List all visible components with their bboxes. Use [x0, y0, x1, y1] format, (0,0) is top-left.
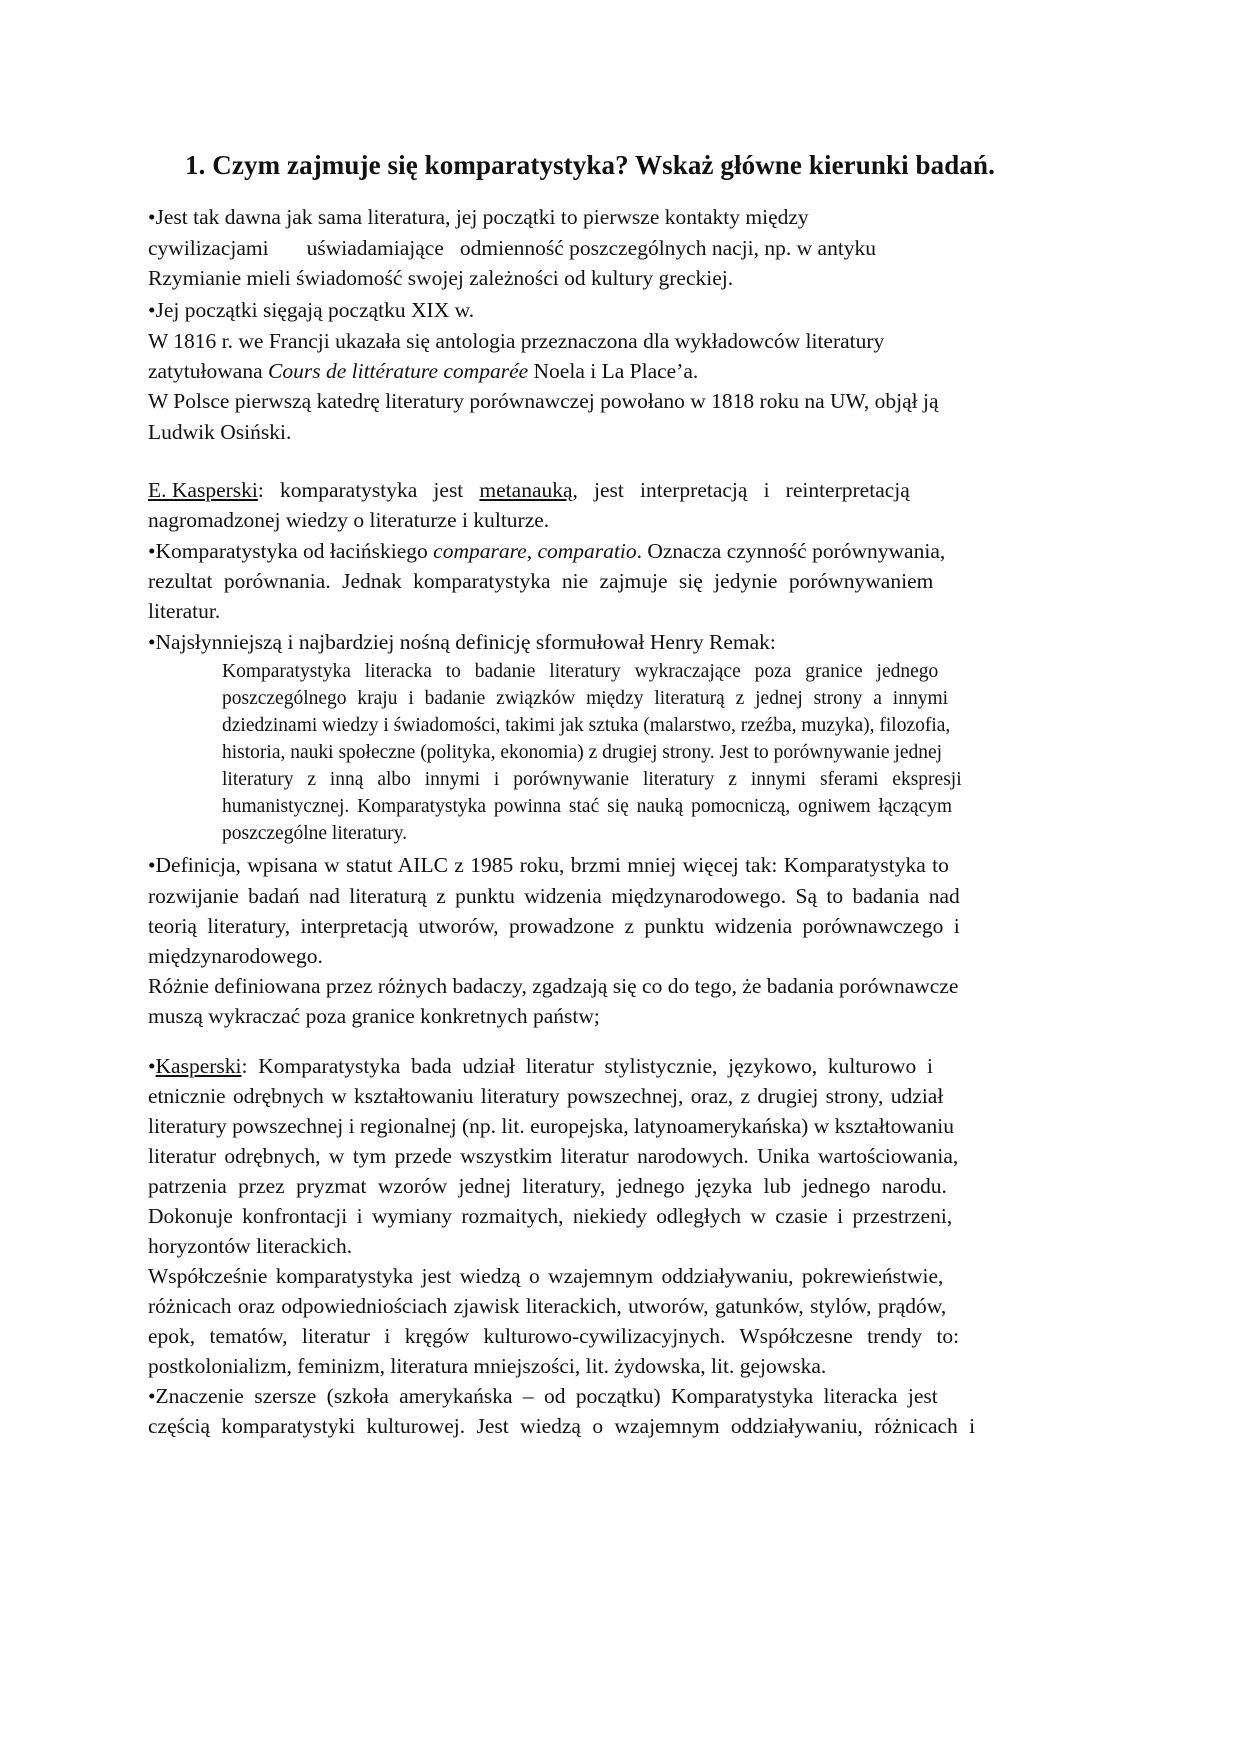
- p1-line-1: •Jest tak dawna jak sama literatura, jej początki to pierwsze kontakty między: [148, 205, 809, 229]
- p4-line-13: częścią komparatystyki kulturowej. Jest wiedzą o wzajemnym oddziaływaniu, różnicach i: [148, 1414, 976, 1438]
- quote-line-3: dziedzinami wiedzy i świadomości, takimi jak sztuka (malarstwo, rzeźba, muzyka), filozofia,: [222, 715, 951, 736]
- p4-line-12: •Znaczenie szersze (szkoła amerykańska – od początku) Komparatystyka literacka jest: [148, 1384, 938, 1408]
- author-kasperski-1: E. Kasperski: [148, 478, 258, 502]
- quote-line-1: Komparatystyka literacka to badanie literatury wykraczające poza granice jednego: [222, 661, 939, 682]
- quote-line-2: poszczególnego kraju i badanie związków między literaturą z jednej strony a innymi: [222, 688, 949, 709]
- p4-line-1: [148, 1056, 933, 1078]
- p1-line-5: W 1816 r. we Francji ukazała się antologia przeznaczona dla wykładowców literatury: [148, 329, 885, 353]
- p4-line-6: Dokonuje konfrontacji i wymiany rozmaitych, niekiedy odległych w czasie i przestrzeni,: [148, 1204, 953, 1228]
- p4-line-8: Współcześnie komparatystyka jest wiedzą o wzajemnym oddziaływaniu, pokrewieństwie,: [148, 1264, 944, 1288]
- p4-line-3: literatury powszechnej i regionalnej (np. lit. europejska, latynoamerykańska) w kształtowaniu: [148, 1114, 954, 1138]
- page-title: 1. Czym zajmuje się komparatystyka? Wskaż główne kierunki badań.: [185, 150, 995, 180]
- p4-line-10: epok, tematów, literatur i kręgów kulturowo-cywilizacyjnych. Współczesne trendy to:: [148, 1324, 960, 1348]
- p1-line-2-a: cywilizacjami: [148, 236, 269, 260]
- p3-line-5: Różnie definiowana przez różnych badaczy, zgadzają się co do tego, że badania porównawcze: [148, 974, 959, 998]
- p4-line-7: horyzontów literackich.: [148, 1234, 353, 1258]
- p4-line-9: różnicach oraz odpowiedniościach zjawisk literackich, utworów, gatunków, stylów, prądów,: [148, 1294, 947, 1318]
- p2-line-2: nagromadzonej wiedzy o literaturze i kulturze.: [148, 508, 550, 532]
- p1-line-2-b: uświadamiające: [306, 236, 444, 260]
- p2-line-1: [148, 480, 910, 502]
- p2-line-1-c: , jest interpretacją i reinterpretacją: [572, 478, 910, 502]
- p3-line-1: •Definicja, wpisana w statut AILC z 1985 roku, brzmi mniej więcej tak: Komparatystyka to: [148, 853, 949, 877]
- p2-line-3-c: . Oznacza czynność porównywania,: [636, 539, 946, 563]
- quote-line-7: poszczególne literatury.: [222, 823, 407, 844]
- p2-line-6: •Najsłynniejszą i najbardziej nośną definicję sformułował Henry Remak:: [148, 630, 776, 654]
- p2-line-1-a: : komparatystyka jest: [257, 478, 480, 502]
- book-title: Cours de littérature comparée: [268, 359, 529, 383]
- p2-line-5: literatur.: [148, 599, 221, 623]
- p3-line-2: rozwijanie badań nad literaturą z punktu widzenia międzynarodowego. Są to badania nad: [148, 884, 960, 908]
- p4-line-5: patrzenia przez pryzmat wzorów jednej literatury, jednego języka lub jednego narodu.: [148, 1174, 947, 1198]
- p1-line-2: [148, 238, 876, 260]
- p2-line-4: rezultat porównania. Jednak komparatystyka nie zajmuje się jedynie porównywaniem: [148, 569, 934, 593]
- quote-line-4: historia, nauki społeczne (polityka, ekonomia) z drugiej strony. Jest to porównywanie jednej: [222, 742, 943, 763]
- p1-line-6-c: Noela i La Place’a.: [528, 359, 699, 383]
- p1-line-3: Rzymianie mieli świadomość swojej zależności od kultury greckiej.: [148, 266, 734, 290]
- p2-line-3: [148, 541, 945, 563]
- p4-line-2: etnicznie odrębnych w kształtowaniu literatury powszechnej, oraz, z drugiej strony, udział: [148, 1084, 944, 1108]
- author-kasperski-2: Kasperski: [155, 1054, 242, 1078]
- quote-line-6: humanistycznej. Komparatystyka powinna stać się nauką pomocniczą, ogniwem łączącym: [222, 796, 953, 817]
- p3-line-6: muszą wykraczać poza granice konkretnych państw;: [148, 1004, 600, 1028]
- bullet: •: [148, 1054, 156, 1078]
- p1-line-2-c: odmienność poszczególnych nacji, np. w antyku: [459, 236, 877, 260]
- p1-line-6-a: zatytułowana: [148, 359, 268, 383]
- p3-line-4: międzynarodowego.: [148, 944, 323, 968]
- latin-terms: comparare, comparatio: [433, 539, 637, 563]
- p4-line-1-rest: : Komparatystyka bada udział literatur stylistycznie, językowo, kulturowo i: [241, 1054, 933, 1078]
- p3-line-3: teorią literatury, interpretacją utworów, prowadzone z punktu widzenia porównawczego i: [148, 914, 960, 938]
- p1-line-6: [148, 361, 698, 383]
- p4-line-11: postkolonializm, feminizm, literatura mniejszości, lit. żydowska, lit. gejowska.: [148, 1354, 827, 1378]
- term-metanauka: metanauką: [479, 478, 573, 502]
- quote-line-5: literatury z inną albo innymi i porównywanie literatury z innymi sferami ekspresji: [222, 769, 962, 790]
- p1-line-8: Ludwik Osiński.: [148, 420, 292, 444]
- p2-line-3-a: •Komparatystyka od łacińskiego: [148, 539, 434, 563]
- p1-line-4: •Jej początki sięgają początku XIX w.: [148, 298, 475, 322]
- p1-line-7: W Polsce pierwszą katedrę literatury porównawczej powołano w 1818 roku na UW, objął ją: [148, 389, 939, 413]
- p4-line-4: literatur odrębnych, w tym przede wszystkim literatur narodowych. Unika wartościowania,: [148, 1144, 959, 1168]
